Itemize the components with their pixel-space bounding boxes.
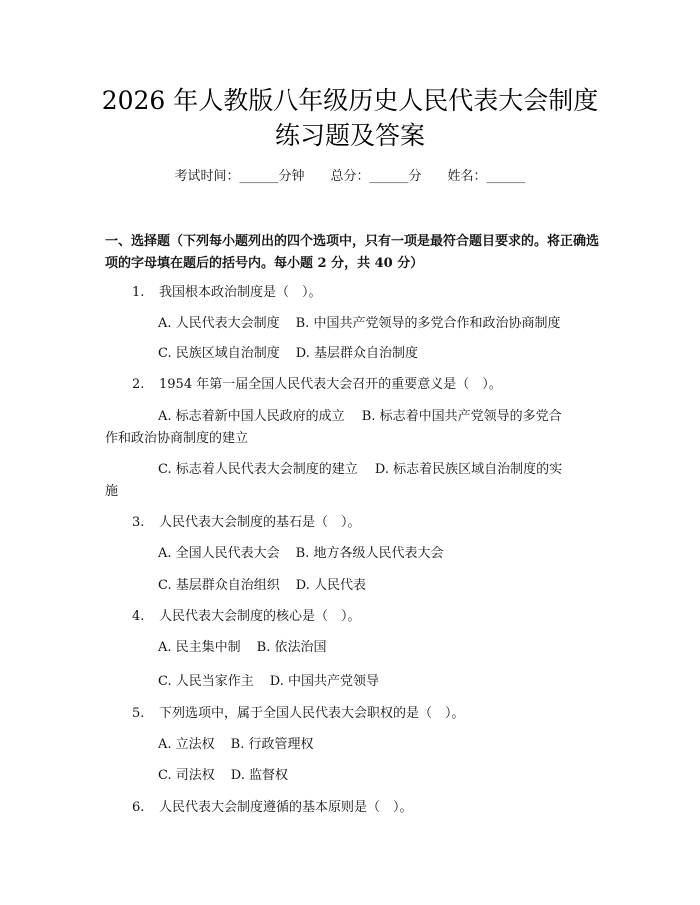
- question-2-options-ab-line-2: 作和政治协商制度的建立: [105, 431, 249, 446]
- question-text: 下列选项中，属于全国人民代表大会职权的是（ ）。: [159, 706, 465, 721]
- question-3: [132, 513, 361, 533]
- question-1: [132, 283, 322, 303]
- section-heading: 一、选择题（下列每小题列出的四个选项中，只有一项是最符合题目要求的。将正确选项的字母填在题后的括号内。每小题 2 分，共 40 分）: [105, 234, 600, 271]
- question-number: 4.: [132, 609, 145, 624]
- question-5: [132, 704, 465, 724]
- question-number: 3.: [132, 515, 145, 530]
- exam-name: 姓名：______: [447, 169, 526, 184]
- question-2: [132, 375, 502, 395]
- question-5-options-cd: [158, 766, 288, 786]
- question-6: [132, 798, 413, 818]
- question-number: 6.: [132, 800, 145, 815]
- option-a: A. 民主集中制: [158, 640, 241, 655]
- page-title-line-2: 练习题及答案: [274, 121, 425, 150]
- question-4: [132, 607, 361, 627]
- question-text: 我国根本政治制度是（ ）。: [159, 285, 322, 300]
- option-d: D. 人民代表: [295, 578, 366, 593]
- question-2-options-cd-line-1: C. 标志着人民代表大会制度的建立 D. 标志着民族区域自治制度的实: [158, 462, 563, 477]
- option-b: B. 行政管理权: [230, 737, 314, 752]
- option-c: C. 司法权: [158, 768, 215, 783]
- option-b: B. 依法治国: [256, 640, 327, 655]
- question-4-options-cd: [158, 672, 379, 692]
- option-a: A. 立法权: [158, 737, 215, 752]
- option-c: C. 民族区域自治制度: [158, 346, 280, 361]
- question-text: 人民代表大会制度遵循的基本原则是（ ）。: [159, 800, 413, 815]
- question-text: 人民代表大会制度的核心是（ ）。: [159, 609, 361, 624]
- question-text: 1954 年第一届全国人民代表大会召开的重要意义是（ ）。: [159, 377, 502, 392]
- option-c: C. 人民当家作主: [158, 674, 254, 689]
- question-number: 5.: [132, 706, 145, 721]
- exam-score: 总分：______分: [330, 169, 422, 184]
- option-d: D. 基层群众自治制度: [295, 346, 418, 361]
- question-1-options-cd: [158, 344, 418, 364]
- question-4-options-ab: [158, 638, 326, 658]
- question-2-options-cd-line-2: 施: [105, 484, 119, 499]
- question-3-options-ab: [158, 544, 443, 564]
- exam-info: [0, 167, 700, 187]
- option-a: A. 人民代表大会制度: [158, 316, 280, 331]
- question-3-options-cd: [158, 576, 366, 596]
- question-number: 2.: [132, 377, 145, 392]
- question-5-options-ab: [158, 735, 313, 755]
- page-title-line-1: 2026 年人教版八年级历史人民代表大会制度: [101, 86, 599, 115]
- option-b: B. 中国共产党领导的多党合作和政治协商制度: [295, 316, 561, 331]
- question-1-options-ab: [158, 314, 560, 334]
- question-text: 人民代表大会制度的基石是（ ）。: [159, 515, 361, 530]
- option-d: D. 中国共产党领导: [269, 674, 379, 689]
- question-number: 1.: [132, 285, 145, 300]
- option-b: B. 地方各级人民代表大会: [295, 546, 444, 561]
- exam-time: 考试时间：______分钟: [174, 169, 305, 184]
- option-d: D. 监督权: [230, 768, 288, 783]
- question-2-options-ab-line-1: A. 标志着新中国人民政府的成立 B. 标志着中国共产党领导的多党合: [158, 409, 562, 424]
- option-c: C. 基层群众自治组织: [158, 578, 280, 593]
- option-a: A. 全国人民代表大会: [158, 546, 280, 561]
